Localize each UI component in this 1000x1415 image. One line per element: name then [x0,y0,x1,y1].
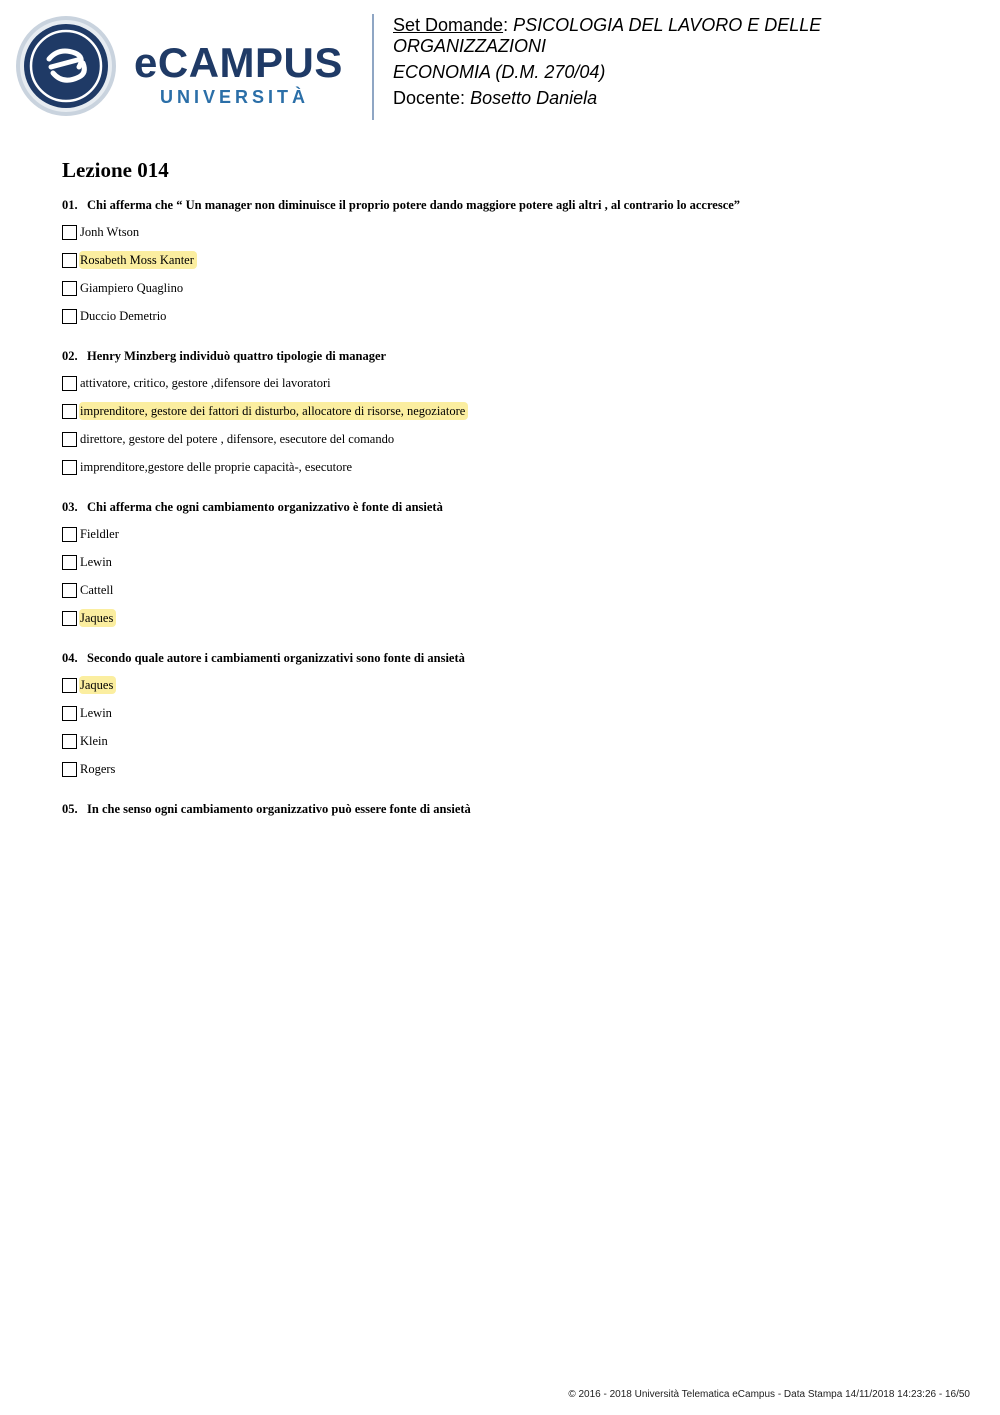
question-number: 01. [62,198,78,212]
checkbox[interactable] [62,253,77,268]
answer-options [62,677,962,789]
answer-label: Cattell [80,583,114,597]
question-number: 02. [62,349,78,363]
set-label: Set Domande [393,15,504,35]
checkbox[interactable] [62,376,77,391]
question-04 [62,651,962,789]
question-05 [62,802,962,816]
checkbox[interactable] [62,404,77,419]
answer-option[interactable] [62,280,962,308]
answer-label: Giampiero Quaglino [80,281,184,295]
degree-row [393,62,913,83]
page-footer: © 2016 - 2018 Università Telematica eCampus - Data Stampa 14/11/2018 14:23:26 - 16/50 [568,1389,970,1400]
question-text [62,802,962,816]
answer-option[interactable] [62,761,962,789]
question-prompt: Henry Minzberg individuò quattro tipologie di manager [87,349,387,363]
header-divider [372,14,374,120]
answer-option[interactable] [62,610,962,638]
course-title: PSICOLOGIA DEL LAVORO E DELLE ORGANIZZAZIONI [393,15,822,56]
teacher-name: Bosetto Daniela [470,88,598,108]
question-prompt: Secondo quale autore i cambiamenti organizzativi sono fonte di ansietà [87,651,465,665]
answer-label: Lewin [80,555,112,569]
checkbox[interactable] [62,309,77,324]
question-prompt: In che senso ogni cambiamento organizzativo può essere fonte di ansietà [87,802,471,816]
answer-option[interactable] [62,526,962,554]
answer-option[interactable] [62,677,962,705]
answer-label: direttore, gestore del potere , difensore, esecutore del comando [80,432,395,446]
answer-label-highlighted: imprenditore, gestore dei fattori di disturbo, allocatore di risorse, negoziatore [79,402,468,420]
answer-option[interactable] [62,459,962,487]
teacher-row [393,88,913,109]
degree-name: ECONOMIA (D.M. 270/04) [393,62,606,82]
question-prompt: Chi afferma che ogni cambiamento organizzativo è fonte di ansietà [87,500,443,514]
answer-option[interactable] [62,582,962,610]
answer-option[interactable] [62,375,962,403]
teacher-label: Docente: [393,88,466,108]
set-separator: : [503,15,509,35]
question-prompt: Chi afferma che “ Un manager non diminuisce il proprio potere dando maggiore potere agli altri , al contrario lo accresce” [87,198,741,212]
checkbox[interactable] [62,225,77,240]
question-text [62,198,962,212]
checkbox[interactable] [62,678,77,693]
question-number: 05. [62,802,78,816]
answer-label-highlighted: Jaques [79,609,116,627]
checkbox[interactable] [62,734,77,749]
answer-option[interactable] [62,308,962,336]
course-info [393,15,913,114]
answer-option[interactable] [62,431,962,459]
checkbox[interactable] [62,527,77,542]
question-text [62,500,962,514]
university-seal-logo [15,15,117,117]
answer-label-highlighted: Jaques [79,676,116,694]
answer-label: Jonh Wtson [80,225,140,239]
answer-label: Rogers [80,762,116,776]
checkbox[interactable] [62,281,77,296]
answer-label: Fieldler [80,527,119,541]
brand-subtitle: UNIVERSITÀ [160,87,310,107]
answer-label: imprenditore,gestore delle proprie capacità-, esecutore [80,460,353,474]
checkbox[interactable] [62,432,77,447]
answer-label: Duccio Demetrio [80,309,167,323]
question-03 [62,500,962,638]
checkbox[interactable] [62,555,77,570]
checkbox[interactable] [62,706,77,721]
course-title-row [393,15,913,57]
question-02 [62,349,962,487]
checkbox[interactable] [62,762,77,777]
answer-option[interactable] [62,224,962,252]
answer-option[interactable] [62,554,962,582]
answer-label: Klein [80,734,108,748]
answer-option[interactable] [62,733,962,761]
answer-option[interactable] [62,705,962,733]
brand-wordmark: eCAMPUS [134,39,343,86]
checkbox[interactable] [62,583,77,598]
question-number: 03. [62,500,78,514]
answer-options [62,375,962,487]
answer-label-highlighted: Rosabeth Moss Kanter [79,251,197,269]
answer-label: attivatore, critico, gestore ,difensore dei lavoratori [80,376,331,390]
answer-options [62,224,962,336]
question-01 [62,198,962,336]
answer-label: Lewin [80,706,112,720]
lesson-title: Lezione 014 [62,158,169,182]
question-number: 04. [62,651,78,665]
checkbox[interactable] [62,611,77,626]
page-header [0,0,1000,130]
question-text [62,349,962,363]
question-text [62,651,962,665]
checkbox[interactable] [62,460,77,475]
answer-option[interactable] [62,252,962,280]
answer-option[interactable] [62,403,962,431]
answer-options [62,526,962,638]
